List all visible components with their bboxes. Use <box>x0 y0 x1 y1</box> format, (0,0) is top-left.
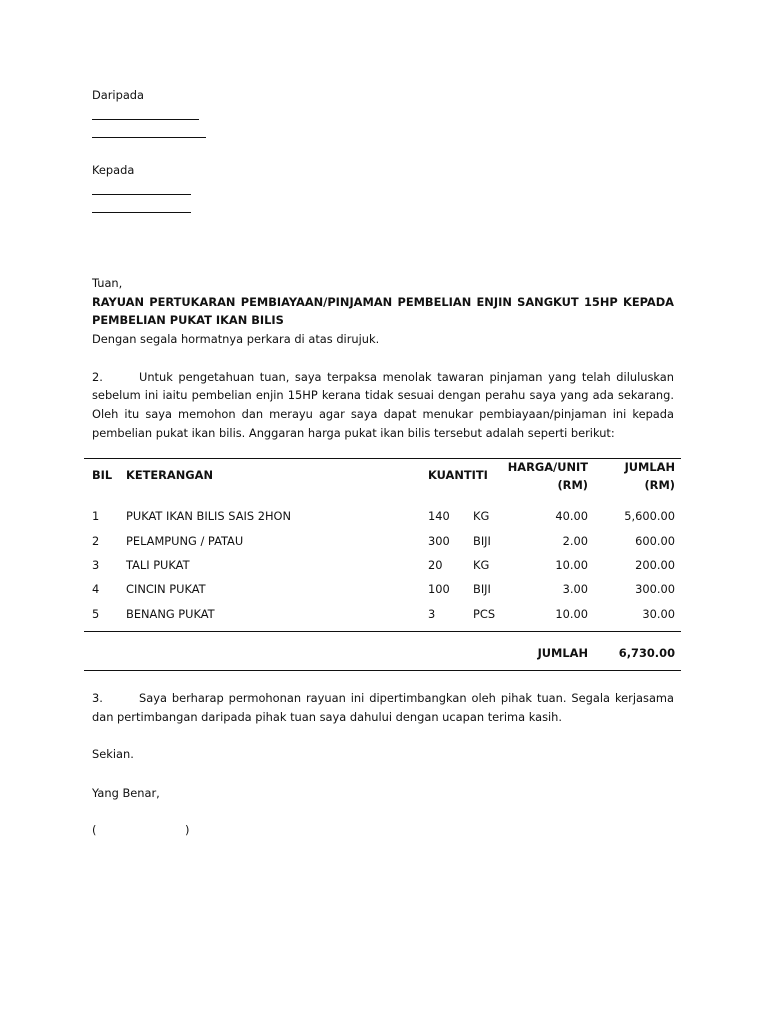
para3-line-1: Saya berharap permohonan rayuan ini dipertimbangkan oleh pihak tuan. Segala kerjasama <box>139 691 674 705</box>
table-row-5-price: 10.00 <box>555 607 588 621</box>
to-blank-line-2 <box>92 212 191 213</box>
col-header-harga-line1: HARGA/UNIT <box>507 460 588 474</box>
table-row-2-item: PELAMPUNG / PATAU <box>126 534 244 548</box>
to-label: Kepada <box>92 163 135 177</box>
table-total-label: JUMLAH <box>537 646 588 660</box>
from-label: Daripada <box>92 88 145 102</box>
signature-open-paren: ( <box>92 823 97 837</box>
table-row-3-qty: 20 <box>428 558 443 572</box>
table-row-1-price: 40.00 <box>555 509 588 523</box>
para2-line-1: Untuk pengetahuan tuan, saya terpaksa menolak tawaran pinjaman yang telah diluluskan <box>139 370 674 384</box>
para3-number: 3. <box>92 691 103 705</box>
col-header-kuantiti: KUANTITI <box>428 468 488 482</box>
table-row-1-item: PUKAT IKAN BILIS SAIS 2HON <box>126 509 291 523</box>
table-row-4-bil: 4 <box>92 582 100 596</box>
table-row-1-total: 5,600.00 <box>624 509 675 523</box>
para2-line-2: sebelum ini iaitu pembelian enjin 15HP kerana tidak sesuai dengan perahu saya yang ada sekarang. <box>92 388 674 402</box>
from-blank-line-1 <box>92 119 199 120</box>
table-mid-rule <box>84 631 681 632</box>
from-blank-line-2 <box>92 137 206 138</box>
letter-page <box>92 0 674 1024</box>
table-row-1-unit: KG <box>473 509 490 523</box>
table-row-5-total: 30.00 <box>642 607 675 621</box>
table-row-5-bil: 5 <box>92 607 100 621</box>
para2-line-3: Oleh itu saya memohon dan merayu agar saya dapat menukar pembiayaan/pinjaman ini kepada <box>92 407 674 421</box>
table-row-4-qty: 100 <box>428 582 450 596</box>
table-row-5-item: BENANG PUKAT <box>126 607 215 621</box>
table-row-2-bil: 2 <box>92 534 100 548</box>
signoff: Yang Benar, <box>92 786 160 800</box>
subject-line-2: PEMBELIAN PUKAT IKAN BILIS <box>92 313 284 327</box>
table-row-5-qty: 3 <box>428 607 436 621</box>
table-row-2-total: 600.00 <box>635 534 675 548</box>
col-header-jumlah-line2: (RM) <box>644 478 675 492</box>
para2-line-4: pembelian pukat ikan bilis. Anggaran harga pukat ikan bilis tersebut adalah seperti berikut: <box>92 426 615 440</box>
to-blank-line-1 <box>92 194 191 195</box>
salutation: Tuan, <box>92 276 123 290</box>
table-row-4-unit: BIJI <box>473 582 491 596</box>
table-row-3-bil: 3 <box>92 558 100 572</box>
col-header-jumlah-line1: JUMLAH <box>624 460 675 474</box>
para2-number: 2. <box>92 370 103 384</box>
table-row-2-price: 2.00 <box>562 534 588 548</box>
table-row-3-total: 200.00 <box>635 558 675 572</box>
table-bottom-rule <box>84 670 681 671</box>
table-row-4-price: 3.00 <box>562 582 588 596</box>
table-total-value: 6,730.00 <box>618 646 675 660</box>
table-row-2-unit: BIJI <box>473 534 491 548</box>
col-header-harga-line2: (RM) <box>557 478 588 492</box>
table-row-4-item: CINCIN PUKAT <box>126 582 206 596</box>
closing: Sekian. <box>92 747 134 761</box>
col-header-bil: BIL <box>92 468 113 482</box>
table-row-1-qty: 140 <box>428 509 450 523</box>
para3-line-2: dan pertimbangan daripada pihak tuan saya dahului dengan ucapan terima kasih. <box>92 710 563 724</box>
table-row-3-unit: KG <box>473 558 490 572</box>
intro-sentence: Dengan segala hormatnya perkara di atas dirujuk. <box>92 332 380 346</box>
table-row-4-total: 300.00 <box>635 582 675 596</box>
signature-close-paren: ) <box>185 823 190 837</box>
table-row-5-unit: PCS <box>473 607 496 621</box>
table-row-1-bil: 1 <box>92 509 100 523</box>
table-row-2-qty: 300 <box>428 534 450 548</box>
table-row-3-item: TALI PUKAT <box>126 558 190 572</box>
col-header-keterangan: KETERANGAN <box>126 468 213 482</box>
table-row-3-price: 10.00 <box>555 558 588 572</box>
subject-line-1: RAYUAN PERTUKARAN PEMBIAYAAN/PINJAMAN PEMBELIAN ENJIN SANGKUT 15HP KEPADA <box>92 295 674 309</box>
